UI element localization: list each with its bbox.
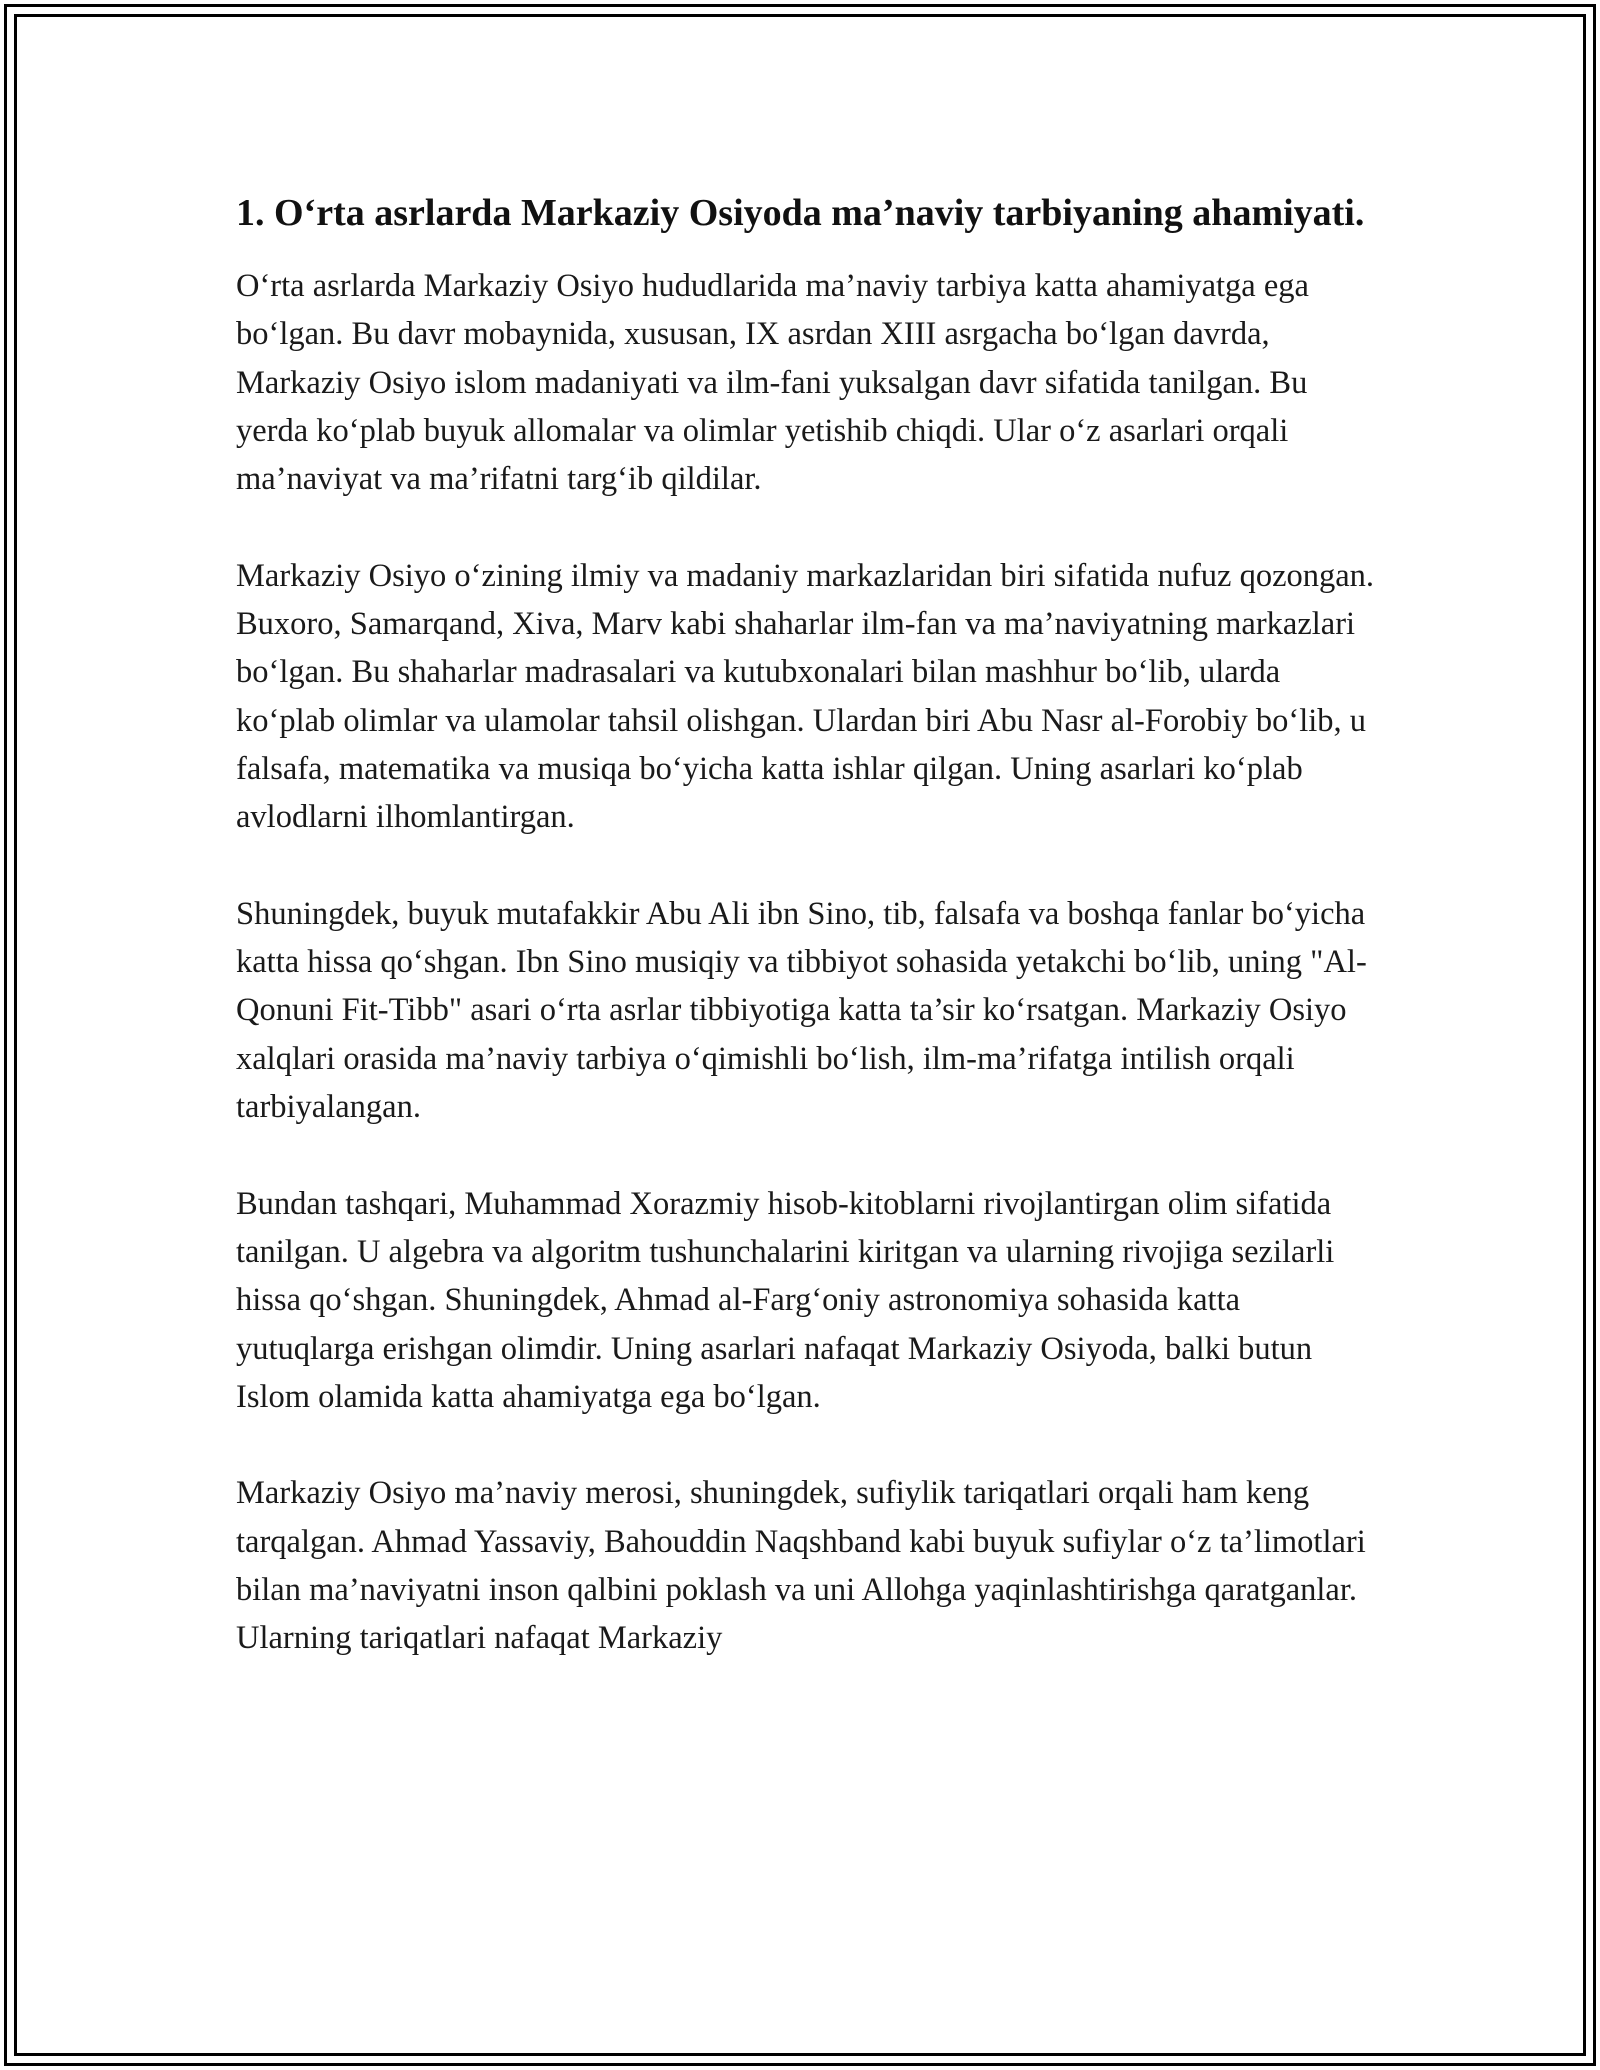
section-heading: 1. O‘rta asrlarda Markaziy Osiyoda ma’naviy tarbiyaning ahamiyati. bbox=[236, 192, 1365, 234]
paragraph-3: Shuningdek, buyuk mutafakkir Abu Ali ibn Sino, tib, falsafa va boshqa fanlar bo‘yicha katta hissa qo‘shgan. Ibn Sino musiqiy va tibbiyot sohasida yetakchi bo‘lib, uning "Al-Qonuni Fit-Tibb" asari o‘rta asrlar tibbiyotiga katta ta’sir ko‘rsatgan. Markaziy Osiyo xalqlari orasida ma’naviy tarbiya o‘qimishli bo‘lish, ilm-ma’rifatga intilish orqali tarbiyalangan. bbox=[236, 895, 1367, 1126]
document-body bbox=[236, 188, 1376, 1663]
paragraph-5: Markaziy Osiyo ma’naviy merosi, shuningdek, sufiylik tariqatlari orqali ham keng tarqalgan. Ahmad Yassaviy, Bahouddin Naqshband kabi buyuk sufiylar o‘z ta’limotlari bilan ma’naviyatni inson qalbini poklash va uni Allohga yaqinlashtirishga qaratganlar. Ularning tariqatlari nafaqat Markaziy bbox=[236, 1475, 1366, 1657]
paragraph-4: Bundan tashqari, Muhammad Xorazmiy hisob-kitoblarni rivojlantirgan olim sifatida tanilgan. U algebra va algoritm tushunchalarini kiritgan va ularning rivojiga sezilarli hissa qo‘shgan. Shuningdek, Ahmad al-Farg‘oniy astronomiya sohasida katta yutuqlarga erishgan olimdir. Uning asarlari nafaqat Markaziy Osiyoda, balki butun Islom olamida katta ahamiyatga ega bo‘lgan. bbox=[236, 1185, 1335, 1415]
paragraph-2: Markaziy Osiyo o‘zining ilmiy va madaniy markazlaridan biri sifatida nufuz qozongan. Buxoro, Samarqand, Xiva, Marv kabi shaharlar ilm-fan va ma’naviyatning markazlari bo‘lgan. Bu shaharlar madrasalari va kutubxonalari bilan mashhur bo‘lib, ularda ko‘plab olimlar va ulamolar tahsil olishgan. Ulardan biri Abu Nasr al-Forobiy bo‘lib, u falsafa, matematika va musiqa bo‘yicha katta ishlar qilgan. Uning asarlari ko‘plab avlodlarni ilhomlantirgan. bbox=[236, 557, 1375, 836]
paragraph-1: O‘rta asrlarda Markaziy Osiyo hududlarida ma’naviy tarbiya katta ahamiyatga ega bo‘lgan. Bu davr mobaynida, xususan, IX asrdan XIII asrgacha bo‘lgan davrda, Markaziy Osiyo islom madaniyati va ilm-fani yuksalgan davr sifatida tanilgan. Bu yerda ko‘plab buyuk allomalar va olimlar yetishib chiqdi. Ular o‘z asarlari orqali ma’naviyat va ma’rifatni targ‘ib qildilar. bbox=[236, 268, 1309, 498]
